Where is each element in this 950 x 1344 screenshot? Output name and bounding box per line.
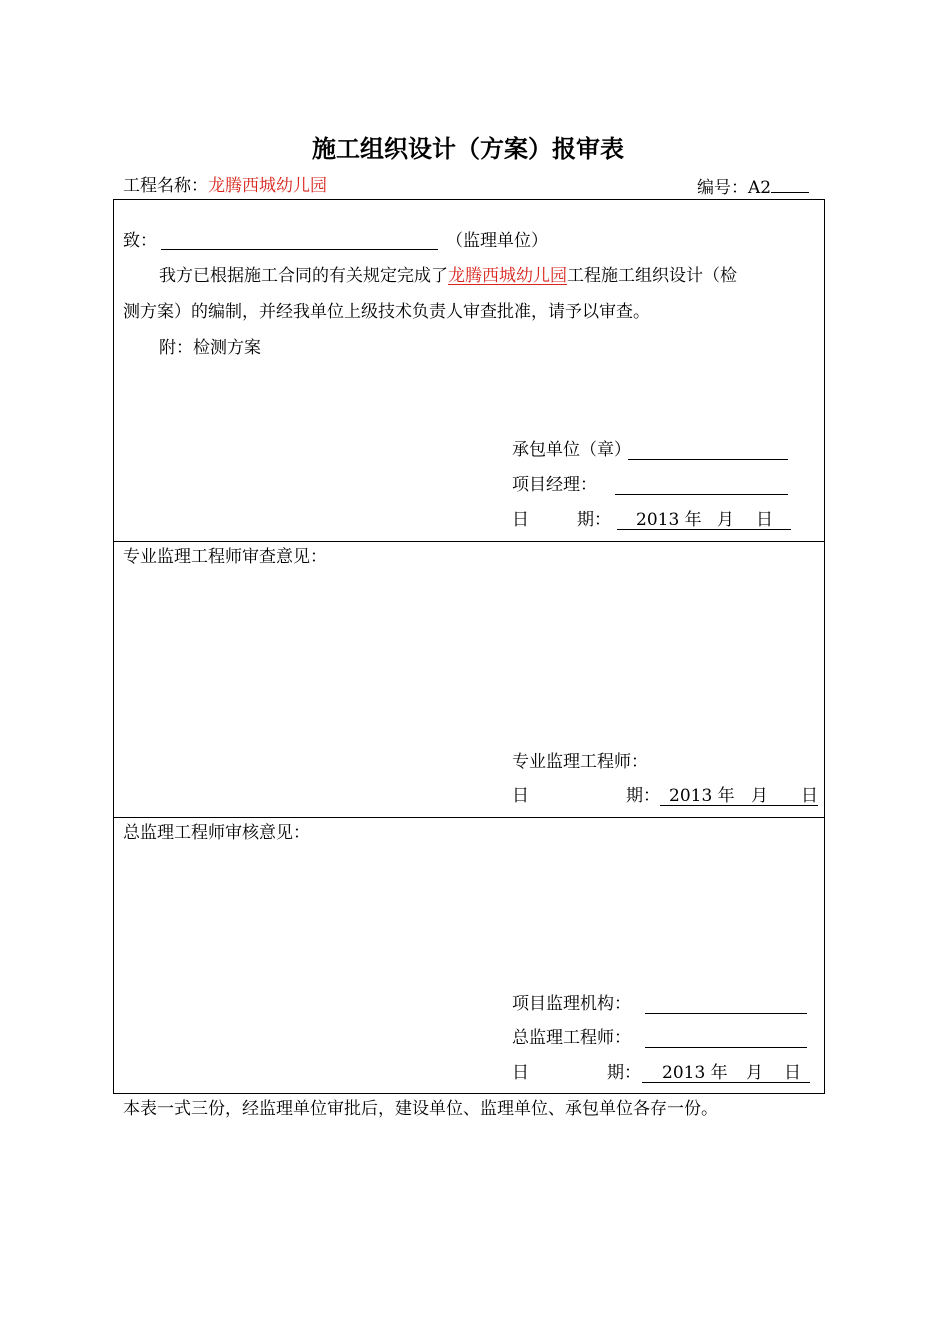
date-label-period-char-3: 期： — [607, 1063, 641, 1083]
date-month-3: 月 — [746, 1063, 763, 1083]
specialist-engineer-label: 专业监理工程师： — [512, 752, 648, 772]
supervision-unit-label: （监理单位） — [446, 231, 548, 251]
body-project-name: 龙腾西城幼儿园 — [448, 266, 567, 286]
contractor-label: 承包单位（章） — [512, 440, 631, 460]
body-text-after: 工程施工组织设计（检 — [567, 266, 737, 286]
project-name-row — [123, 178, 327, 195]
body-paragraph-line1 — [159, 268, 737, 285]
project-manager-label: 项目经理： — [512, 475, 597, 495]
project-name-label: 工程名称： — [123, 176, 208, 196]
date-day-3: 日 — [784, 1063, 801, 1083]
project-name-value: 龙腾西城幼儿园 — [208, 176, 327, 196]
date-month-1: 月 — [717, 510, 734, 530]
date-day-1: 日 — [756, 510, 773, 530]
body-text-before: 我方已根据施工合同的有关规定完成了 — [159, 266, 448, 286]
date-year-1: 2013 年 — [636, 510, 702, 530]
chief-engineer-field[interactable] — [645, 1047, 807, 1048]
supervision-unit-field[interactable] — [161, 249, 438, 250]
to-label: 致： — [123, 231, 157, 251]
approval-form-box — [113, 199, 825, 1094]
supervision-org-field[interactable] — [645, 1013, 807, 1014]
form-number-value: A2 — [748, 178, 772, 198]
page-title: 施工组织设计（方案）报审表 — [312, 135, 624, 163]
contractor-seal-field[interactable] — [628, 459, 788, 460]
date-label-day-char: 日 — [512, 510, 529, 530]
form-number-row — [697, 178, 809, 197]
date-month-2: 月 — [751, 786, 768, 806]
section-divider-2 — [114, 817, 824, 818]
footer-note: 本表一式三份，经监理单位审批后，建设单位、监理单位、承包单位各存一份。 — [123, 1099, 718, 1119]
date-year-3: 2013 年 — [662, 1063, 728, 1083]
attachment-line: 附：检测方案 — [159, 338, 261, 358]
form-number-label: 编号： — [697, 178, 748, 198]
chief-review-heading: 总监理工程师审核意见： — [123, 823, 310, 843]
chief-engineer-label: 总监理工程师： — [512, 1028, 631, 1048]
supervision-org-label: 项目监理机构： — [512, 994, 631, 1014]
section-divider-1 — [114, 541, 824, 542]
form-number-blank[interactable] — [771, 178, 809, 193]
project-manager-field[interactable] — [615, 494, 788, 495]
date-year-2: 2013 年 — [669, 786, 735, 806]
date-label-day-char-2: 日 — [512, 786, 529, 806]
body-paragraph-line2: 测方案）的编制，并经我单位上级技术负责人审查批准，请予以审查。 — [123, 302, 650, 322]
date-label-day-char-3: 日 — [512, 1063, 529, 1083]
specialist-review-heading: 专业监理工程师审查意见： — [123, 547, 327, 567]
date-day-2: 日 — [801, 786, 818, 806]
date-label-period-char: 期： — [577, 510, 611, 530]
date-label-period-char-2: 期： — [626, 786, 660, 806]
